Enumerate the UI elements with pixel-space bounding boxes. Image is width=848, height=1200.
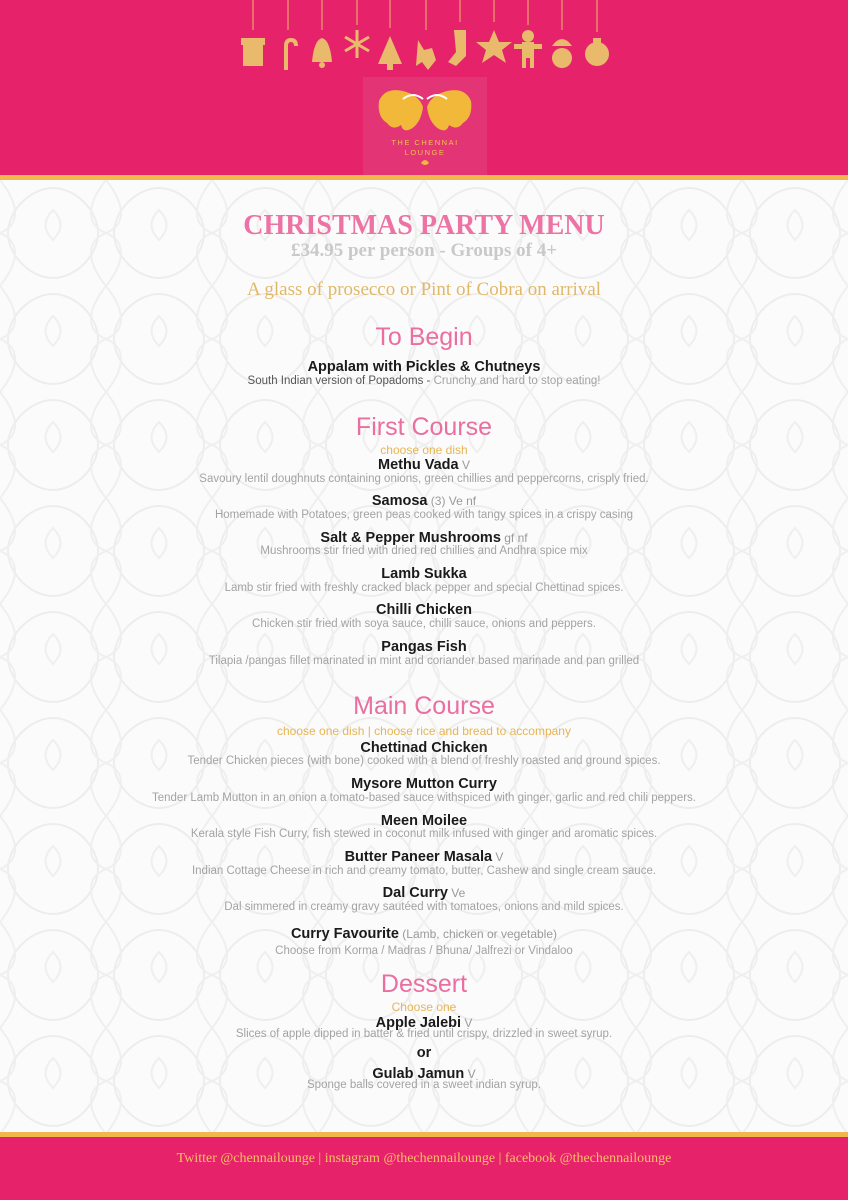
- choose-instruction: choose one dish | choose rice and bread to accompany: [277, 724, 571, 738]
- dish-title: Gulab Jamun: [372, 1066, 465, 1082]
- dish-title: Methu Vada: [378, 457, 459, 473]
- dish-title: Chilli Chicken: [376, 602, 472, 618]
- dietary-tag: V: [492, 850, 504, 864]
- dietary-tag: (Lamb, chicken or vegetable): [398, 927, 558, 941]
- dietary-tag: V: [461, 1016, 473, 1030]
- dish-description: Indian Cottage Cheese in rich and creamy tomato, butter, Cashew and single cream sauce.: [191, 865, 657, 877]
- dish-title: Curry Favourite: [290, 926, 399, 942]
- dish-title: Chettinad Chicken: [360, 740, 488, 756]
- section-heading-dessert: Dessert: [380, 970, 468, 998]
- dish-name: [0, 885, 848, 901]
- dish-description: Savoury lentil doughnuts containing onions, green chillies and peppercorns, crisply fried.: [199, 473, 649, 485]
- dietary-tag: V: [458, 458, 470, 472]
- dish-description: Lamb stir fried with freshly cracked black pepper and special Chettinad spices.: [224, 582, 624, 594]
- dish-title: Dal Curry: [382, 885, 448, 901]
- dish-description: Tender Chicken pieces (with bone) cooked with a blend of freshly roasted and ground spices.: [187, 755, 661, 767]
- dish-name: [0, 849, 848, 865]
- description-rest: Crunchy and hard to stop eating!: [430, 375, 601, 387]
- dish-description: Tilapia /pangas fillet marinated in mint and coriander based marinade and pan grilled: [208, 655, 640, 667]
- section-heading-first-course: First Course: [355, 413, 493, 441]
- dish-name: [0, 776, 848, 792]
- social-links: Twitter @chennailounge | instagram @thechennailounge | facebook @thechennailounge: [176, 1151, 672, 1166]
- dietary-tag: V: [464, 1067, 476, 1081]
- arrival-drink: A glass of prosecco or Pint of Cobra on arrival: [246, 279, 602, 300]
- dish-title: Lamb Sukka: [381, 566, 467, 582]
- section-heading-main-course: Main Course: [353, 692, 495, 720]
- dish-name: [0, 493, 848, 509]
- brand-name-line2: LOUNGE: [404, 148, 446, 157]
- dish-title: Pangas Fish: [381, 639, 467, 655]
- or-separator: or: [416, 1045, 432, 1061]
- dish-name: [0, 813, 848, 829]
- dish-title: Mysore Mutton Curry: [351, 776, 497, 792]
- menu-price: £34.95 per person - Groups of 4+: [290, 240, 558, 261]
- dish-description: Mushrooms stir fried with dried red chillies and Andhra spice mix: [260, 545, 588, 557]
- dietary-tag: Ve: [447, 886, 466, 900]
- menu-title: CHRISTMAS PARTY MENU: [243, 210, 605, 241]
- dish-description: Sponge balls covered in a sweet indian syrup.: [307, 1079, 541, 1091]
- dish-description: Tender Lamb Mutton in an onion a tomato-based sauce withspiced with ginger, garlic and red chili peppers.: [151, 792, 696, 804]
- dish-description: Homemade with Potatoes, green peas cooked with tangy spices in a crispy casing: [214, 509, 634, 521]
- choose-instruction: choose one dish: [380, 443, 468, 457]
- dish-description: Choose from Korma / Madras / Bhuna/ Jalfrezi or Vindaloo: [275, 945, 573, 957]
- dish-title: Meen Moilee: [380, 813, 468, 829]
- dish-name: [0, 566, 848, 582]
- dietary-tag: gf nf: [500, 531, 528, 545]
- section-heading-to-begin: To Begin: [375, 323, 473, 351]
- dish-title: Apple Jalebi: [375, 1015, 462, 1031]
- dish-name: Appalam with Pickles & Chutneys: [307, 359, 541, 375]
- dish-description: Kerala style Fish Curry, fish stewed in coconut milk infused with ginger and aromatic spices.: [190, 828, 658, 840]
- dish-title: Salt & Pepper Mushrooms: [320, 530, 501, 546]
- dish-description: Slices of apple dipped in batter & fried until crispy, drizzled in sweet syrup.: [235, 1028, 613, 1040]
- dish-description: Dal simmered in creamy gravy sautéed with tomatoes, onions and mild spices.: [224, 901, 624, 913]
- dish-description: Chicken stir fried with soya sauce, chilli sauce, onions and peppers.: [252, 618, 596, 630]
- choose-instruction: Choose one: [391, 1000, 457, 1014]
- dish-title: Butter Paneer Masala: [344, 849, 493, 865]
- brand-name-line1: THE CHENNAI: [391, 138, 459, 147]
- dish-name: [0, 926, 848, 942]
- footer-banner: [0, 1137, 848, 1200]
- dish-name: [0, 740, 848, 756]
- description-emphasis: South Indian version of Popadoms -: [247, 375, 431, 387]
- dish-description: [0, 375, 848, 387]
- dish-name: [0, 457, 848, 473]
- dish-name: [0, 530, 848, 546]
- dietary-tag: (3) Ve nf: [427, 494, 477, 508]
- dish-name: [0, 639, 848, 655]
- dish-name: [0, 602, 848, 618]
- dish-title: Samosa: [371, 493, 428, 509]
